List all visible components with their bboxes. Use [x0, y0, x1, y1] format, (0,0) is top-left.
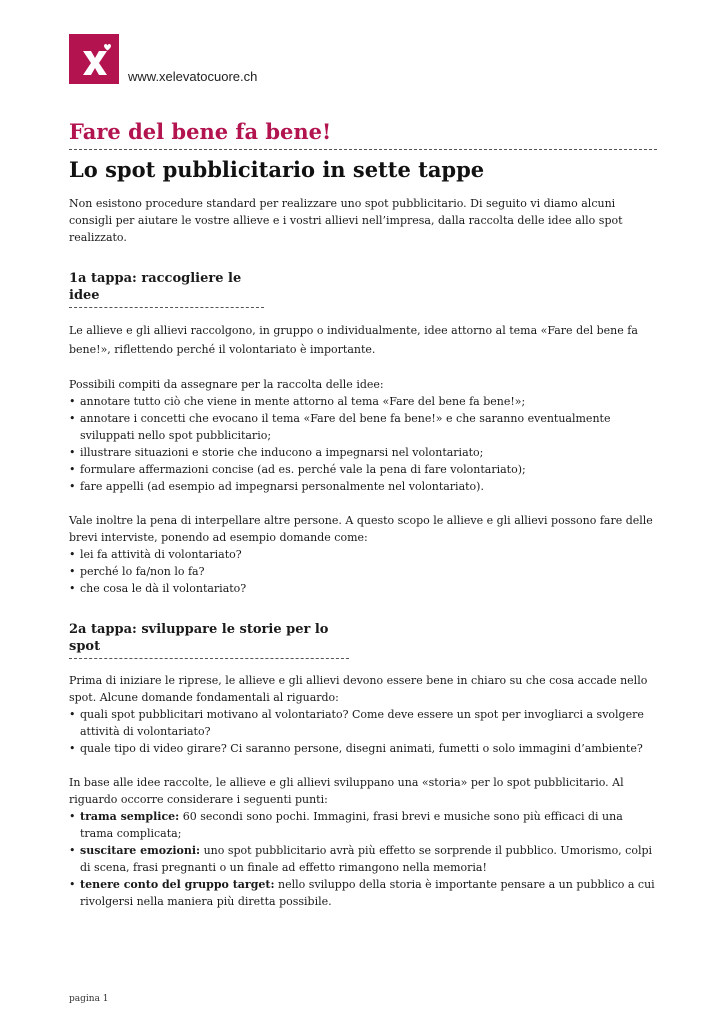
step1-heading-wrap [69, 270, 264, 308]
document-body [69, 118, 657, 910]
step2-story-paragraph: In base alle idee raccolte, le allieve e gli allievi sviluppano una «storia» per lo spot pubblicitario. Al riguardo occorre considerare i seguenti punti: [69, 776, 624, 806]
title-divider [69, 149, 657, 150]
step2-heading: 2a tappa: sviluppare le storie per lo spot [69, 621, 349, 659]
step2-points-list [69, 808, 657, 910]
list-item [69, 876, 657, 910]
step1-interview-paragraph: Vale inoltre la pena di interpellare altre persone. A questo scopo le allieve e gli allievi possono fare delle brevi interviste, ponendo ad esempio domande come: [69, 514, 653, 544]
list-item: • formulare affermazioni concise (ad es. perché vale la pena di fare volontariato); [69, 461, 657, 478]
step1-tasks-intro: Possibili compiti da assegnare per la raccolta delle idee: [69, 378, 384, 391]
list-item [69, 842, 657, 876]
step2-paragraph: Prima di iniziare le riprese, le allieve e gli allievi devono essere bene in chiaro su che cosa accade nello spot. Alcune domande fondamentali al riguardo: [69, 674, 648, 704]
list-item: • illustrare situazioni e storie che inducono a impegnarsi nel volontariato; [69, 444, 657, 461]
list-item: • quali spot pubblicitari motivano al volontariato? Come deve essere un spot per invogliarci a svolgere attività di volontariato? [69, 706, 657, 740]
point-term: tenere conto del gruppo target: [80, 878, 275, 891]
list-item: • fare appelli (ad esempio ad impegnarsi personalmente nel volontariato). [69, 478, 657, 495]
point-text: nello sviluppo della storia è importante pensare a un pubblico a cui rivolgersi nella maniera più diretta possibile. [80, 878, 655, 908]
page-subtitle: Lo spot pubblicitario in sette tappe [69, 157, 485, 182]
step1-paragraph: Le allieve e gli allievi raccolgono, in gruppo o individualmente, idee attorno al tema «Fare del bene fa bene!», riflettendo perché il volontariato è importante. [69, 324, 638, 356]
xelevatocuore-logo-icon [69, 34, 119, 84]
site-url[interactable]: www.xelevatocuore.ch [128, 69, 258, 84]
intro-paragraph: Non esistono procedure standard per realizzare uno spot pubblicitario. Di seguito vi diamo alcuni consigli per aiutare le vostre allieve e i vostri allievi nell’impresa, dalla raccolta delle idee allo spot realizzato. [69, 197, 623, 244]
step2-question-list [69, 706, 657, 757]
page-title: Fare del bene fa bene! [69, 119, 332, 144]
step1-heading: 1a tappa: raccogliere le idee [69, 270, 264, 308]
step2-heading-wrap [69, 621, 349, 659]
list-item: • perché lo fa/non lo fa? [69, 563, 657, 580]
point-term: suscitare emozioni: [80, 844, 201, 857]
list-item: • che cosa le dà il volontariato? [69, 580, 657, 597]
step1-question-list [69, 546, 657, 597]
list-item [69, 808, 657, 842]
point-text: uno spot pubblicitario avrà più effetto se sorprende il pubblico. Umorismo, colpi di scena, frasi pregnanti o un finale ad effetto rimangono nella memoria! [80, 844, 653, 874]
step1-task-list [69, 393, 657, 495]
list-item: • quale tipo di video girare? Ci saranno persone, disegni animati, fumetti o solo immagini d’ambiente? [69, 740, 657, 757]
list-item: • lei fa attività di volontariato? [69, 546, 657, 563]
page-number: pagina 1 [69, 994, 109, 1004]
point-term: trama semplice: [80, 810, 180, 823]
point-text: 60 secondi sono pochi. Immagini, frasi brevi e musiche sono più efficaci di una trama complicata; [80, 810, 623, 840]
list-item: • annotare i concetti che evocano il tema «Fare del bene fa bene!» e che saranno eventualmente sviluppati nello spot pubblicitario; [69, 410, 657, 444]
list-item: • annotare tutto ciò che viene in mente attorno al tema «Fare del bene fa bene!»; [69, 393, 657, 410]
